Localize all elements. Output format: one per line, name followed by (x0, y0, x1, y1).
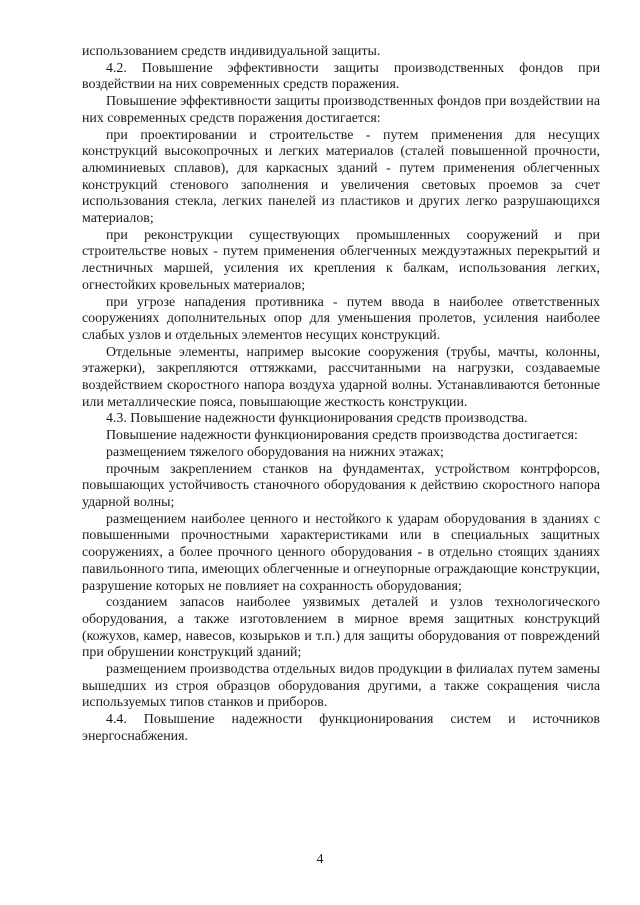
list-item: размещением производства отдельных видов продукции в филиалах путем замены вышедших из строя образцов оборудования другими, а также сокращения числа используемых типов станков и приборов. (82, 662, 600, 711)
list-item: при реконструкции существующих промышленных сооружений и при строительстве новых - путем применения облегченных междуэтажных перекрытий и лестничных маршей, усиления их крепления к балкам, использования легких, огнестойких кровельных материалов; (82, 227, 600, 293)
paragraph-continuation: использованием средств индивидуальной защиты. (82, 44, 381, 59)
paragraph: Отдельные элементы, например высокие сооружения (трубы, мачты, колонны, этажерки), закрепляются оттяжками, рассчитанными на нагрузки, создаваемые воздействием скоростного напора воздуха ударной волны. Устанавливаются бетонные или металлические пояса, повышающие жесткость конструкции. (82, 344, 600, 410)
list-item: прочным закреплением станков на фундаментах, устройством контрфорсов, повышающих устойчивость станочного оборудования к действию скоростного напора ударной волны; (82, 461, 600, 510)
section-heading-4-3: 4.3. Повышение надежности функционирования средств производства. (106, 411, 528, 427)
list-item: при проектировании и строительстве - путем применения для несущих конструкций высокопрочных и легких материалов (сталей повышенной прочности, алюминиевых сплавов), для каркасных зданий - путем применения облегченных конструкций стенового заполнения и увеличения световых проемов за счет использования стекла, легких панелей из пластиков и других легко разрушающихся материалов; (82, 127, 600, 227)
paragraph: Повышение надежности функционирования средств производства достигается: (106, 428, 578, 444)
list-item: размещением тяжелого оборудования на нижних этажах; (106, 444, 444, 460)
list-item: созданием запасов наиболее уязвимых деталей и узлов технологического оборудования, а также изготовлением в мирное время защитных конструкций (кожухов, камер, навесов, козырьков и т.п.) для защиты оборудования от повреждений при обрушении конструкций зданий; (82, 595, 600, 661)
document-body (82, 44, 600, 746)
section-heading-4-4: 4.4. Повышение надежности функционирования систем и источников энергоснабжения. (82, 712, 600, 744)
page-number: 4 (316, 852, 324, 867)
list-item: размещением наиболее ценного и нестойкого к ударам оборудования в зданиях с повышенными прочностными характеристиками или в специальных защитных сооружениях, а более прочного ценного оборудования - в отдельно стоящих зданиях павильонного типа, имеющих облегченные и огнеупорные ограждающие конструкции, разрушение которых не повлияет на сохранность оборудования; (82, 511, 600, 594)
paragraph: Повышение эффективности защиты производственных фондов при воздействии на них современных средств поражения достигается: (82, 94, 600, 126)
section-heading-4-2: 4.2. Повышение эффективности защиты производственных фондов при воздействии на них современных средств поражения. (82, 60, 600, 93)
list-item: при угрозе нападения противника - путем ввода в наиболее ответственных сооружениях дополнительных опор для уменьшения пролетов, усиления наиболее слабых узлов и отдельных элементов несущих конструкций. (82, 294, 600, 343)
